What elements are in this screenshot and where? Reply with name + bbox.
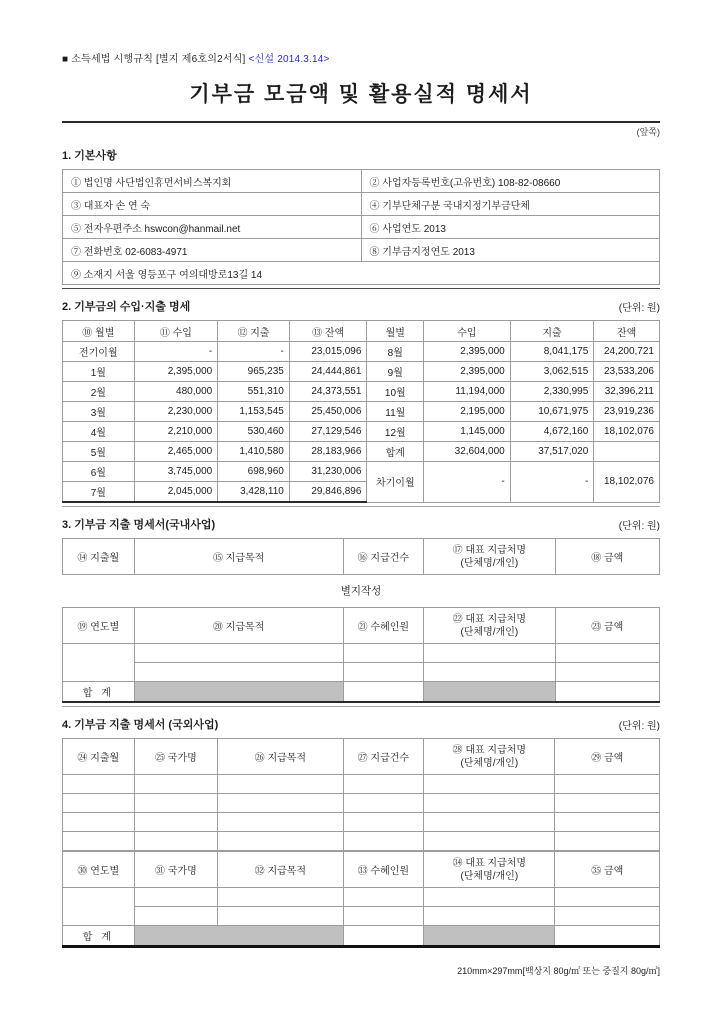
empty-cell <box>63 813 135 832</box>
empty-row <box>63 813 660 832</box>
table-row <box>63 170 660 193</box>
field-label: 법인명 <box>83 177 113 189</box>
col-payment-purpose: ㉜ 지급목적 <box>218 852 343 888</box>
section-title: 2. 기부금의 수입·지출 명세 <box>62 301 191 313</box>
cell-balance: 24,373,551 <box>289 382 367 402</box>
empty-cell <box>134 775 218 794</box>
section-title: 3. 기부금 지출 명세서(국내사업) <box>62 519 216 531</box>
empty-cell <box>555 832 660 851</box>
empty-cell <box>555 663 660 682</box>
section-title: 1. 기본사항 <box>62 150 117 162</box>
col-amount: ㉙ 금액 <box>555 739 660 775</box>
unit-label: (단위: 원) <box>618 303 660 314</box>
field-number: ② <box>369 177 380 189</box>
unit-label: (단위: 원) <box>618 721 660 732</box>
col-payee-line1: ㉒ 대표 지급처명 <box>452 613 527 625</box>
table-row <box>63 442 660 462</box>
empty-cell <box>63 775 135 794</box>
cell-total-balance <box>594 442 660 462</box>
empty-cell <box>63 794 135 813</box>
empty-cell <box>218 832 343 851</box>
cell-month: 1월 <box>63 362 135 382</box>
empty-cell <box>424 813 555 832</box>
col-beneficiaries: ㉝ 수혜인원 <box>343 852 424 888</box>
empty-cell <box>134 832 218 851</box>
cell-month: 8월 <box>367 342 424 362</box>
total-beneficiaries-cell <box>343 926 424 947</box>
empty-row <box>63 775 660 794</box>
cell-income: - <box>134 342 218 362</box>
cell-expense: 965,235 <box>218 362 290 382</box>
field-business-year <box>361 216 660 239</box>
field-label: 소재지 <box>83 269 113 281</box>
cell-total-label: 합계 <box>367 442 424 462</box>
empty-cell <box>424 663 555 682</box>
table-row <box>63 402 660 422</box>
col-payee-name <box>424 852 555 888</box>
cell-month: 4월 <box>63 422 135 442</box>
cell-month: 5월 <box>63 442 135 462</box>
cell-expense: 1,410,580 <box>218 442 290 462</box>
cell-total-expense: 37,517,020 <box>510 442 594 462</box>
revision-note: <신설 2014.3.14> <box>248 54 330 65</box>
col-payment-purpose: ⑳ 지급목적 <box>134 608 343 644</box>
page-title: 기부금 모금액 및 활용실적 명세서 <box>189 83 533 106</box>
empty-row <box>63 663 660 682</box>
empty-cell <box>555 644 660 663</box>
cell-balance: 31,230,006 <box>289 462 367 482</box>
cell-expense: 3,062,515 <box>510 362 594 382</box>
empty-cell <box>63 832 135 851</box>
cell-month: 2월 <box>63 382 135 402</box>
table-row <box>63 193 660 216</box>
col-month-2: 월별 <box>367 321 424 342</box>
table-row <box>63 422 660 442</box>
empty-cell <box>218 775 343 794</box>
total-payee-cell <box>424 926 555 947</box>
page-side-label: (앞쪽) <box>636 127 660 137</box>
cell-income: 3,745,000 <box>134 462 218 482</box>
table-row <box>63 239 660 262</box>
section-overseas-heading <box>62 716 660 732</box>
field-label: 대표자 <box>83 200 113 212</box>
unit-label: (단위: 원) <box>618 521 660 532</box>
overseas-yearly-table <box>62 851 660 948</box>
empty-cell <box>555 775 660 794</box>
cell-month: 6월 <box>63 462 135 482</box>
section-domestic-heading <box>62 516 660 532</box>
field-org-type <box>361 193 660 216</box>
cell-income: 2,395,000 <box>424 342 511 362</box>
header-row <box>63 321 660 342</box>
empty-cell <box>424 775 555 794</box>
total-amount-cell <box>555 682 660 703</box>
cell-income: 2,465,000 <box>134 442 218 462</box>
field-label: 사업연도 <box>382 223 421 235</box>
total-amount-cell <box>555 926 660 947</box>
cell-month: 10월 <box>367 382 424 402</box>
empty-row <box>63 794 660 813</box>
cell-expense: 551,310 <box>218 382 290 402</box>
header-row <box>63 852 660 888</box>
header-row <box>63 539 660 575</box>
empty-cell <box>134 794 218 813</box>
cell-expense: 3,428,110 <box>218 482 290 503</box>
col-beneficiaries: ㉑ 수혜인원 <box>343 608 424 644</box>
table-row <box>63 362 660 382</box>
empty-cell <box>63 644 135 682</box>
col-payment-count: ㉗ 지급건수 <box>343 739 424 775</box>
col-balance-2: 잔액 <box>594 321 660 342</box>
empty-cell <box>218 888 343 907</box>
field-value: 사단법인휴먼서비스복지회 <box>115 177 232 189</box>
field-label: 기부단체구분 <box>382 200 441 212</box>
col-country: ㉕ 국가명 <box>134 739 218 775</box>
col-payment-purpose: ⑮ 지급목적 <box>134 539 343 575</box>
cell-income: 2,210,000 <box>134 422 218 442</box>
field-value: 2013 <box>452 246 475 258</box>
table-row <box>63 382 660 402</box>
empty-row <box>63 832 660 851</box>
cell-month: 7월 <box>63 482 135 503</box>
cell-month: 12월 <box>367 422 424 442</box>
col-expense-2: 지출 <box>510 321 594 342</box>
cell-balance: 25,450,006 <box>289 402 367 422</box>
col-amount: ㉟ 금액 <box>555 852 660 888</box>
table-row <box>63 216 660 239</box>
empty-cell <box>218 794 343 813</box>
col-payee-line2: (단체명/개인) <box>460 757 519 769</box>
total-row <box>63 682 660 703</box>
cell-expense: 8,041,175 <box>510 342 594 362</box>
field-number: ④ <box>369 200 380 212</box>
col-expense-month: ⑭ 지출월 <box>63 539 135 575</box>
title-rule <box>62 121 660 123</box>
empty-cell <box>218 907 343 926</box>
col-payee-line1: ㉘ 대표 지급처명 <box>452 744 527 756</box>
empty-cell <box>555 794 660 813</box>
section-basic-info-heading <box>62 147 660 163</box>
empty-cell <box>555 907 660 926</box>
field-representative <box>63 193 362 216</box>
col-payee-line2: (단체명/개인) <box>460 626 519 638</box>
field-value: 108-82-08660 <box>497 177 561 189</box>
cell-balance: 28,183,966 <box>289 442 367 462</box>
total-beneficiaries-cell <box>343 682 424 703</box>
field-label: 사업자등록번호(고유번호) <box>382 177 496 189</box>
cell-income: 2,230,000 <box>134 402 218 422</box>
col-payee-name <box>424 739 555 775</box>
col-balance: ⑬ 잔액 <box>289 321 367 342</box>
empty-cell <box>424 907 555 926</box>
field-value: 2013 <box>423 223 446 235</box>
field-phone <box>63 239 362 262</box>
cell-income: 2,045,000 <box>134 482 218 503</box>
table-row <box>63 342 660 362</box>
cell-carryforward-label: 차기이월 <box>367 462 424 503</box>
field-designation-year <box>361 239 660 262</box>
cell-carryforward-expense: - <box>510 462 594 503</box>
cell-balance: 24,444,861 <box>289 362 367 382</box>
field-label: 전자우편주소 <box>83 223 142 235</box>
col-year: ㉚ 연도별 <box>63 852 135 888</box>
col-year: ⑲ 연도별 <box>63 608 135 644</box>
cell-expense: - <box>218 342 290 362</box>
cell-expense: 698,960 <box>218 462 290 482</box>
cell-income: 480,000 <box>134 382 218 402</box>
col-expense-month: ㉔ 지출월 <box>63 739 135 775</box>
section-separator <box>62 288 660 289</box>
cell-balance: 18,102,076 <box>594 422 660 442</box>
total-purpose-cell <box>134 682 343 703</box>
cell-expense: 4,672,160 <box>510 422 594 442</box>
field-number: ⑧ <box>369 246 380 258</box>
field-address <box>63 262 660 285</box>
cell-expense: 10,671,975 <box>510 402 594 422</box>
cell-balance: 32,396,211 <box>594 382 660 402</box>
domestic-monthly-table <box>62 538 660 575</box>
basic-info-table <box>62 169 660 285</box>
cell-expense: 1,153,545 <box>218 402 290 422</box>
cell-income: 11,194,000 <box>424 382 511 402</box>
cell-expense: 2,330,995 <box>510 382 594 402</box>
col-payee-line1: ㉞ 대표 지급처명 <box>452 857 527 869</box>
col-payee-name <box>424 608 555 644</box>
cell-total-income: 32,604,000 <box>424 442 511 462</box>
field-number: ⑦ <box>71 246 81 258</box>
empty-cell <box>343 888 424 907</box>
field-value: 02-6083-4971 <box>125 246 188 258</box>
cell-month: 3월 <box>63 402 135 422</box>
cell-month: 전기이월 <box>63 342 135 362</box>
cell-balance: 24,200,721 <box>594 342 660 362</box>
overseas-monthly-table <box>62 738 660 851</box>
col-payee-line1: ⑰ 대표 지급처명 <box>452 544 527 556</box>
empty-cell <box>63 888 135 926</box>
cell-carryforward-income: - <box>424 462 511 503</box>
col-country: ㉛ 국가명 <box>134 852 218 888</box>
table-row <box>63 262 660 285</box>
field-number: ⑥ <box>369 223 380 235</box>
total-row <box>63 926 660 947</box>
cell-balance: 29,846,896 <box>289 482 367 503</box>
cell-balance: 27,129,546 <box>289 422 367 442</box>
empty-cell <box>343 644 424 663</box>
cell-income: 2,395,000 <box>424 362 511 382</box>
empty-cell <box>343 794 424 813</box>
field-value: hswcon@hanmail.net <box>144 223 241 235</box>
section-title: 4. 기부금 지출 명세서 (국외사업) <box>62 719 219 731</box>
empty-cell <box>134 663 343 682</box>
field-label: 기부금지정연도 <box>382 246 450 258</box>
field-number: ① <box>71 177 81 189</box>
empty-cell <box>343 775 424 794</box>
header-row <box>63 608 660 644</box>
total-payee-cell <box>424 682 555 703</box>
cell-month: 9월 <box>367 362 424 382</box>
empty-row <box>63 888 660 907</box>
col-income-2: 수입 <box>424 321 511 342</box>
cell-expense: 530,460 <box>218 422 290 442</box>
empty-cell <box>424 832 555 851</box>
header-row <box>63 739 660 775</box>
total-label: 합 계 <box>63 926 135 947</box>
empty-cell <box>424 794 555 813</box>
paper-spec-note: 210mm×297mm[백상지 80g/㎡ 또는 중질지 80g/㎡] <box>457 966 660 976</box>
empty-cell <box>134 888 218 907</box>
empty-row <box>63 644 660 663</box>
form-reference: ■ 소득세법 시행규칙 [별지 제6호의2서식] <box>62 54 246 65</box>
field-number: ⑨ <box>71 269 81 281</box>
col-payment-count: ⑯ 지급건수 <box>343 539 424 575</box>
field-value: 손 연 숙 <box>115 200 151 212</box>
total-label: 합 계 <box>63 682 135 703</box>
field-number: ⑤ <box>71 223 81 235</box>
empty-cell <box>134 907 218 926</box>
empty-cell <box>343 813 424 832</box>
cell-month: 11월 <box>367 402 424 422</box>
col-payment-purpose: ㉖ 지급목적 <box>218 739 343 775</box>
col-income: ⑪ 수입 <box>134 321 218 342</box>
col-payee-name <box>424 539 555 575</box>
empty-cell <box>343 663 424 682</box>
empty-cell <box>555 888 660 907</box>
empty-cell <box>343 907 424 926</box>
section-separator <box>62 506 660 507</box>
empty-row <box>63 907 660 926</box>
cell-income: 2,395,000 <box>134 362 218 382</box>
empty-cell <box>218 813 343 832</box>
total-purpose-cell <box>134 926 343 947</box>
empty-cell <box>424 644 555 663</box>
empty-cell <box>555 813 660 832</box>
field-corp-name <box>63 170 362 193</box>
empty-cell <box>343 832 424 851</box>
empty-cell <box>424 888 555 907</box>
col-payee-line2: (단체명/개인) <box>460 870 519 882</box>
document-header <box>62 50 660 65</box>
field-email <box>63 216 362 239</box>
income-expense-table <box>62 320 660 503</box>
cell-income: 2,195,000 <box>424 402 511 422</box>
cell-carryforward-balance: 18,102,076 <box>594 462 660 503</box>
col-amount: ⑱ 금액 <box>555 539 660 575</box>
table-row <box>63 462 660 482</box>
cell-balance: 23,919,236 <box>594 402 660 422</box>
col-payee-line2: (단체명/개인) <box>460 557 519 569</box>
section-separator <box>62 706 660 707</box>
col-expense: ⑫ 지출 <box>218 321 290 342</box>
cell-balance: 23,015,096 <box>289 342 367 362</box>
domestic-yearly-table <box>62 607 660 703</box>
field-value: 서울 영등포구 여의대방로13길 14 <box>115 269 263 281</box>
empty-cell <box>134 644 343 663</box>
col-month: ⑩ 월별 <box>63 321 135 342</box>
empty-cell <box>134 813 218 832</box>
field-number: ③ <box>71 200 81 212</box>
col-amount: ㉓ 금액 <box>555 608 660 644</box>
section-income-expense-heading <box>62 298 660 314</box>
cell-balance: 23,533,206 <box>594 362 660 382</box>
cell-income: 1,145,000 <box>424 422 511 442</box>
field-label: 전화번호 <box>83 246 123 258</box>
separate-sheet-note: 별지작성 <box>340 585 382 597</box>
field-business-reg-no <box>361 170 660 193</box>
field-value: 국내지정기부금단체 <box>443 200 530 212</box>
